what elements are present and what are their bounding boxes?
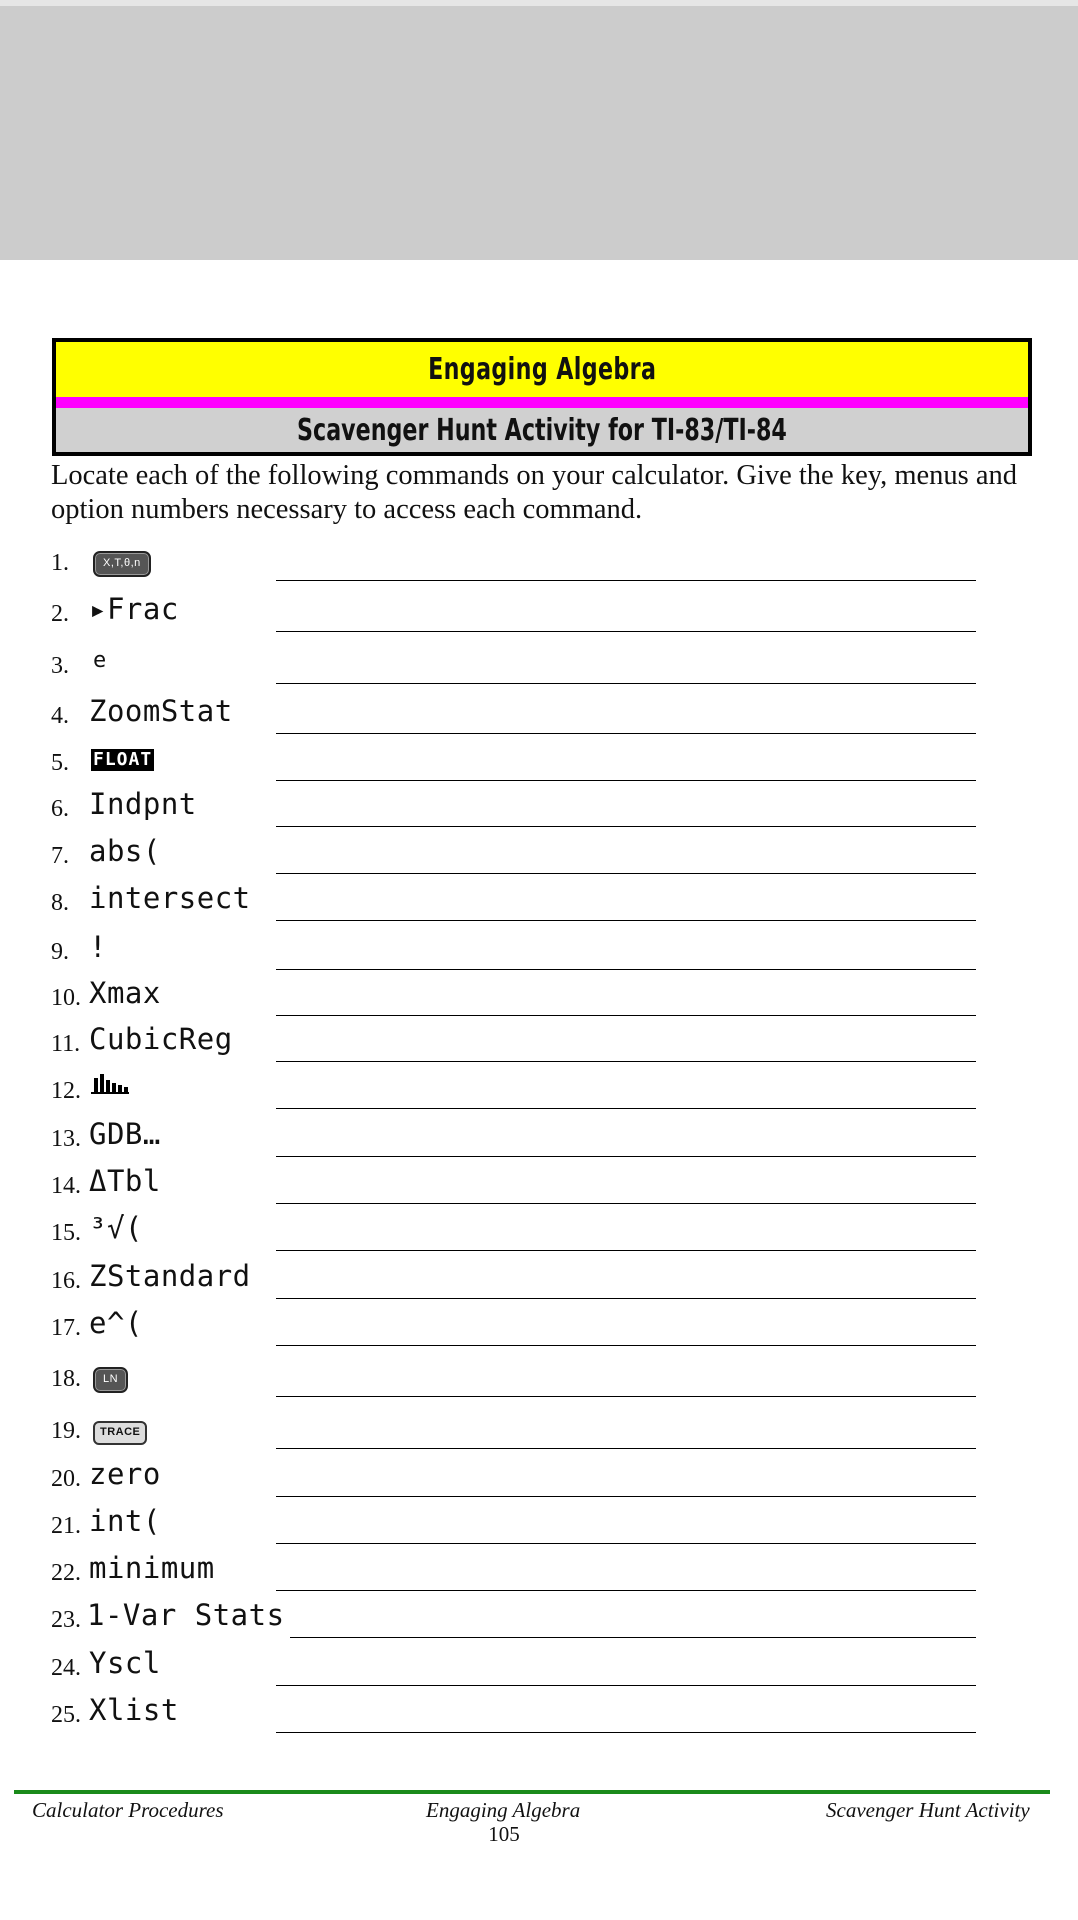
- item-number: 11.: [51, 1031, 81, 1057]
- item-number: 20.: [51, 1466, 81, 1492]
- item-number: 2.: [51, 601, 69, 627]
- list-item: [51, 688, 981, 728]
- histogram-icon: [91, 1069, 129, 1099]
- item-number: 24.: [51, 1655, 81, 1681]
- answer-line[interactable]: [276, 873, 976, 874]
- list-item: [51, 1300, 981, 1340]
- answer-line[interactable]: [276, 1156, 976, 1157]
- command-label: GDB…: [89, 1117, 161, 1151]
- list-item: [51, 1640, 981, 1680]
- list-item: [51, 970, 981, 1010]
- answer-line[interactable]: [290, 1637, 976, 1638]
- answer-line[interactable]: [276, 580, 976, 581]
- footer-left: Calculator Procedures: [32, 1798, 224, 1822]
- list-item: [51, 1111, 981, 1151]
- footer-center: Engaging Algebra: [426, 1798, 581, 1822]
- item-number: 18.: [51, 1366, 81, 1392]
- answer-line[interactable]: [276, 1732, 976, 1733]
- list-item: [51, 1158, 981, 1198]
- command-label: Xmax: [89, 976, 161, 1010]
- item-number: 6.: [51, 796, 69, 822]
- answer-line[interactable]: [276, 1448, 976, 1449]
- answer-line[interactable]: [276, 1108, 976, 1109]
- page-title: Engaging Algebra: [427, 352, 657, 387]
- answer-line[interactable]: [276, 1496, 976, 1497]
- command-label: ³√(: [89, 1211, 143, 1245]
- command-label: ZStandard: [89, 1259, 251, 1293]
- ln-key-icon: LN: [93, 1367, 128, 1393]
- item-number: 5.: [51, 750, 69, 776]
- list-item: [51, 586, 981, 626]
- item-number: 12.: [51, 1078, 81, 1104]
- answer-line[interactable]: [276, 1685, 976, 1686]
- answer-line[interactable]: [276, 1250, 976, 1251]
- command-label: e^(: [89, 1306, 143, 1340]
- item-number: 15.: [51, 1220, 81, 1246]
- item-number: 1.: [51, 550, 69, 576]
- answer-line[interactable]: [276, 1203, 976, 1204]
- list-item: [51, 875, 981, 915]
- answer-line[interactable]: [276, 1298, 976, 1299]
- magenta-stripe: [56, 397, 1028, 408]
- command-label: Xlist: [89, 1693, 179, 1727]
- answer-line[interactable]: [276, 1061, 976, 1062]
- item-number: 10.: [51, 985, 81, 1011]
- command-label: !: [89, 930, 107, 964]
- trace-key-icon: TRACE: [93, 1421, 147, 1445]
- command-label: Yscl: [89, 1646, 161, 1680]
- list-item: [51, 1545, 981, 1585]
- item-number: 3.: [51, 653, 69, 679]
- list-item: [51, 924, 981, 964]
- title-box: [52, 338, 1032, 456]
- answer-line[interactable]: [276, 1396, 976, 1397]
- answer-line[interactable]: [276, 1345, 976, 1346]
- list-item: [51, 1063, 981, 1103]
- item-number: 25.: [51, 1702, 81, 1728]
- item-number: 8.: [51, 890, 69, 916]
- list-item: [51, 1403, 981, 1443]
- instructions: Locate each of the following commands on your calculator. Give the key, menus and option numbers necessary to access each command.: [51, 460, 1018, 525]
- answer-line[interactable]: [276, 1590, 976, 1591]
- command-label: CubicReg: [89, 1022, 233, 1056]
- command-label: zero: [89, 1457, 161, 1491]
- answer-line[interactable]: [276, 920, 976, 921]
- command-label: abs(: [89, 834, 161, 868]
- list-item: [51, 535, 981, 575]
- item-number: 7.: [51, 843, 69, 869]
- item-number: 9.: [51, 939, 69, 965]
- footer-right: Scavenger Hunt Activity: [826, 1798, 1030, 1822]
- item-number: 21.: [51, 1513, 81, 1539]
- list-item: [51, 638, 981, 678]
- list-item: [51, 1687, 981, 1727]
- list-item: [51, 1351, 981, 1391]
- list-item: [51, 1592, 981, 1632]
- xt-theta-n-key-icon: X,T,θ,n: [93, 551, 151, 577]
- command-label: minimum: [89, 1551, 215, 1585]
- command-label: e: [93, 648, 107, 673]
- item-number: 14.: [51, 1173, 81, 1199]
- list-item: [51, 1253, 981, 1293]
- top-gray-band: [0, 0, 1078, 260]
- answer-line[interactable]: [276, 683, 976, 684]
- answer-line[interactable]: [276, 733, 976, 734]
- footer-rule: [14, 1790, 1050, 1794]
- list-item: [51, 1205, 981, 1245]
- list-item: [51, 1016, 981, 1056]
- answer-line[interactable]: [276, 826, 976, 827]
- item-number: 4.: [51, 703, 69, 729]
- list-item: [51, 735, 981, 775]
- command-label: ΔTbl: [89, 1164, 161, 1198]
- list-item: [51, 781, 981, 821]
- item-number: 13.: [51, 1126, 81, 1152]
- item-number: 22.: [51, 1560, 81, 1586]
- page-subtitle: Scavenger Hunt Activity for TI-83/TI-84: [297, 412, 787, 448]
- command-label: ZoomStat: [89, 694, 233, 728]
- item-number: 19.: [51, 1418, 81, 1444]
- item-number: 23.: [51, 1607, 81, 1633]
- title-band: [56, 342, 1028, 397]
- answer-line[interactable]: [276, 1543, 976, 1544]
- list-item: [51, 828, 981, 868]
- item-number: 16.: [51, 1268, 81, 1294]
- command-label: intersect: [89, 881, 251, 915]
- command-label: Indpnt: [89, 787, 197, 821]
- command-label: ▸Frac: [89, 592, 179, 626]
- page-number: 105: [488, 1822, 520, 1846]
- list-item: [51, 1498, 981, 1538]
- float-mode-icon: FLOAT: [93, 749, 153, 770]
- command-label: int(: [89, 1504, 161, 1538]
- list-item: [51, 1451, 981, 1491]
- command-label: 1-Var Stats: [87, 1598, 285, 1632]
- subtitle-band: [56, 408, 1028, 452]
- item-number: 17.: [51, 1315, 81, 1341]
- answer-line[interactable]: [276, 631, 976, 632]
